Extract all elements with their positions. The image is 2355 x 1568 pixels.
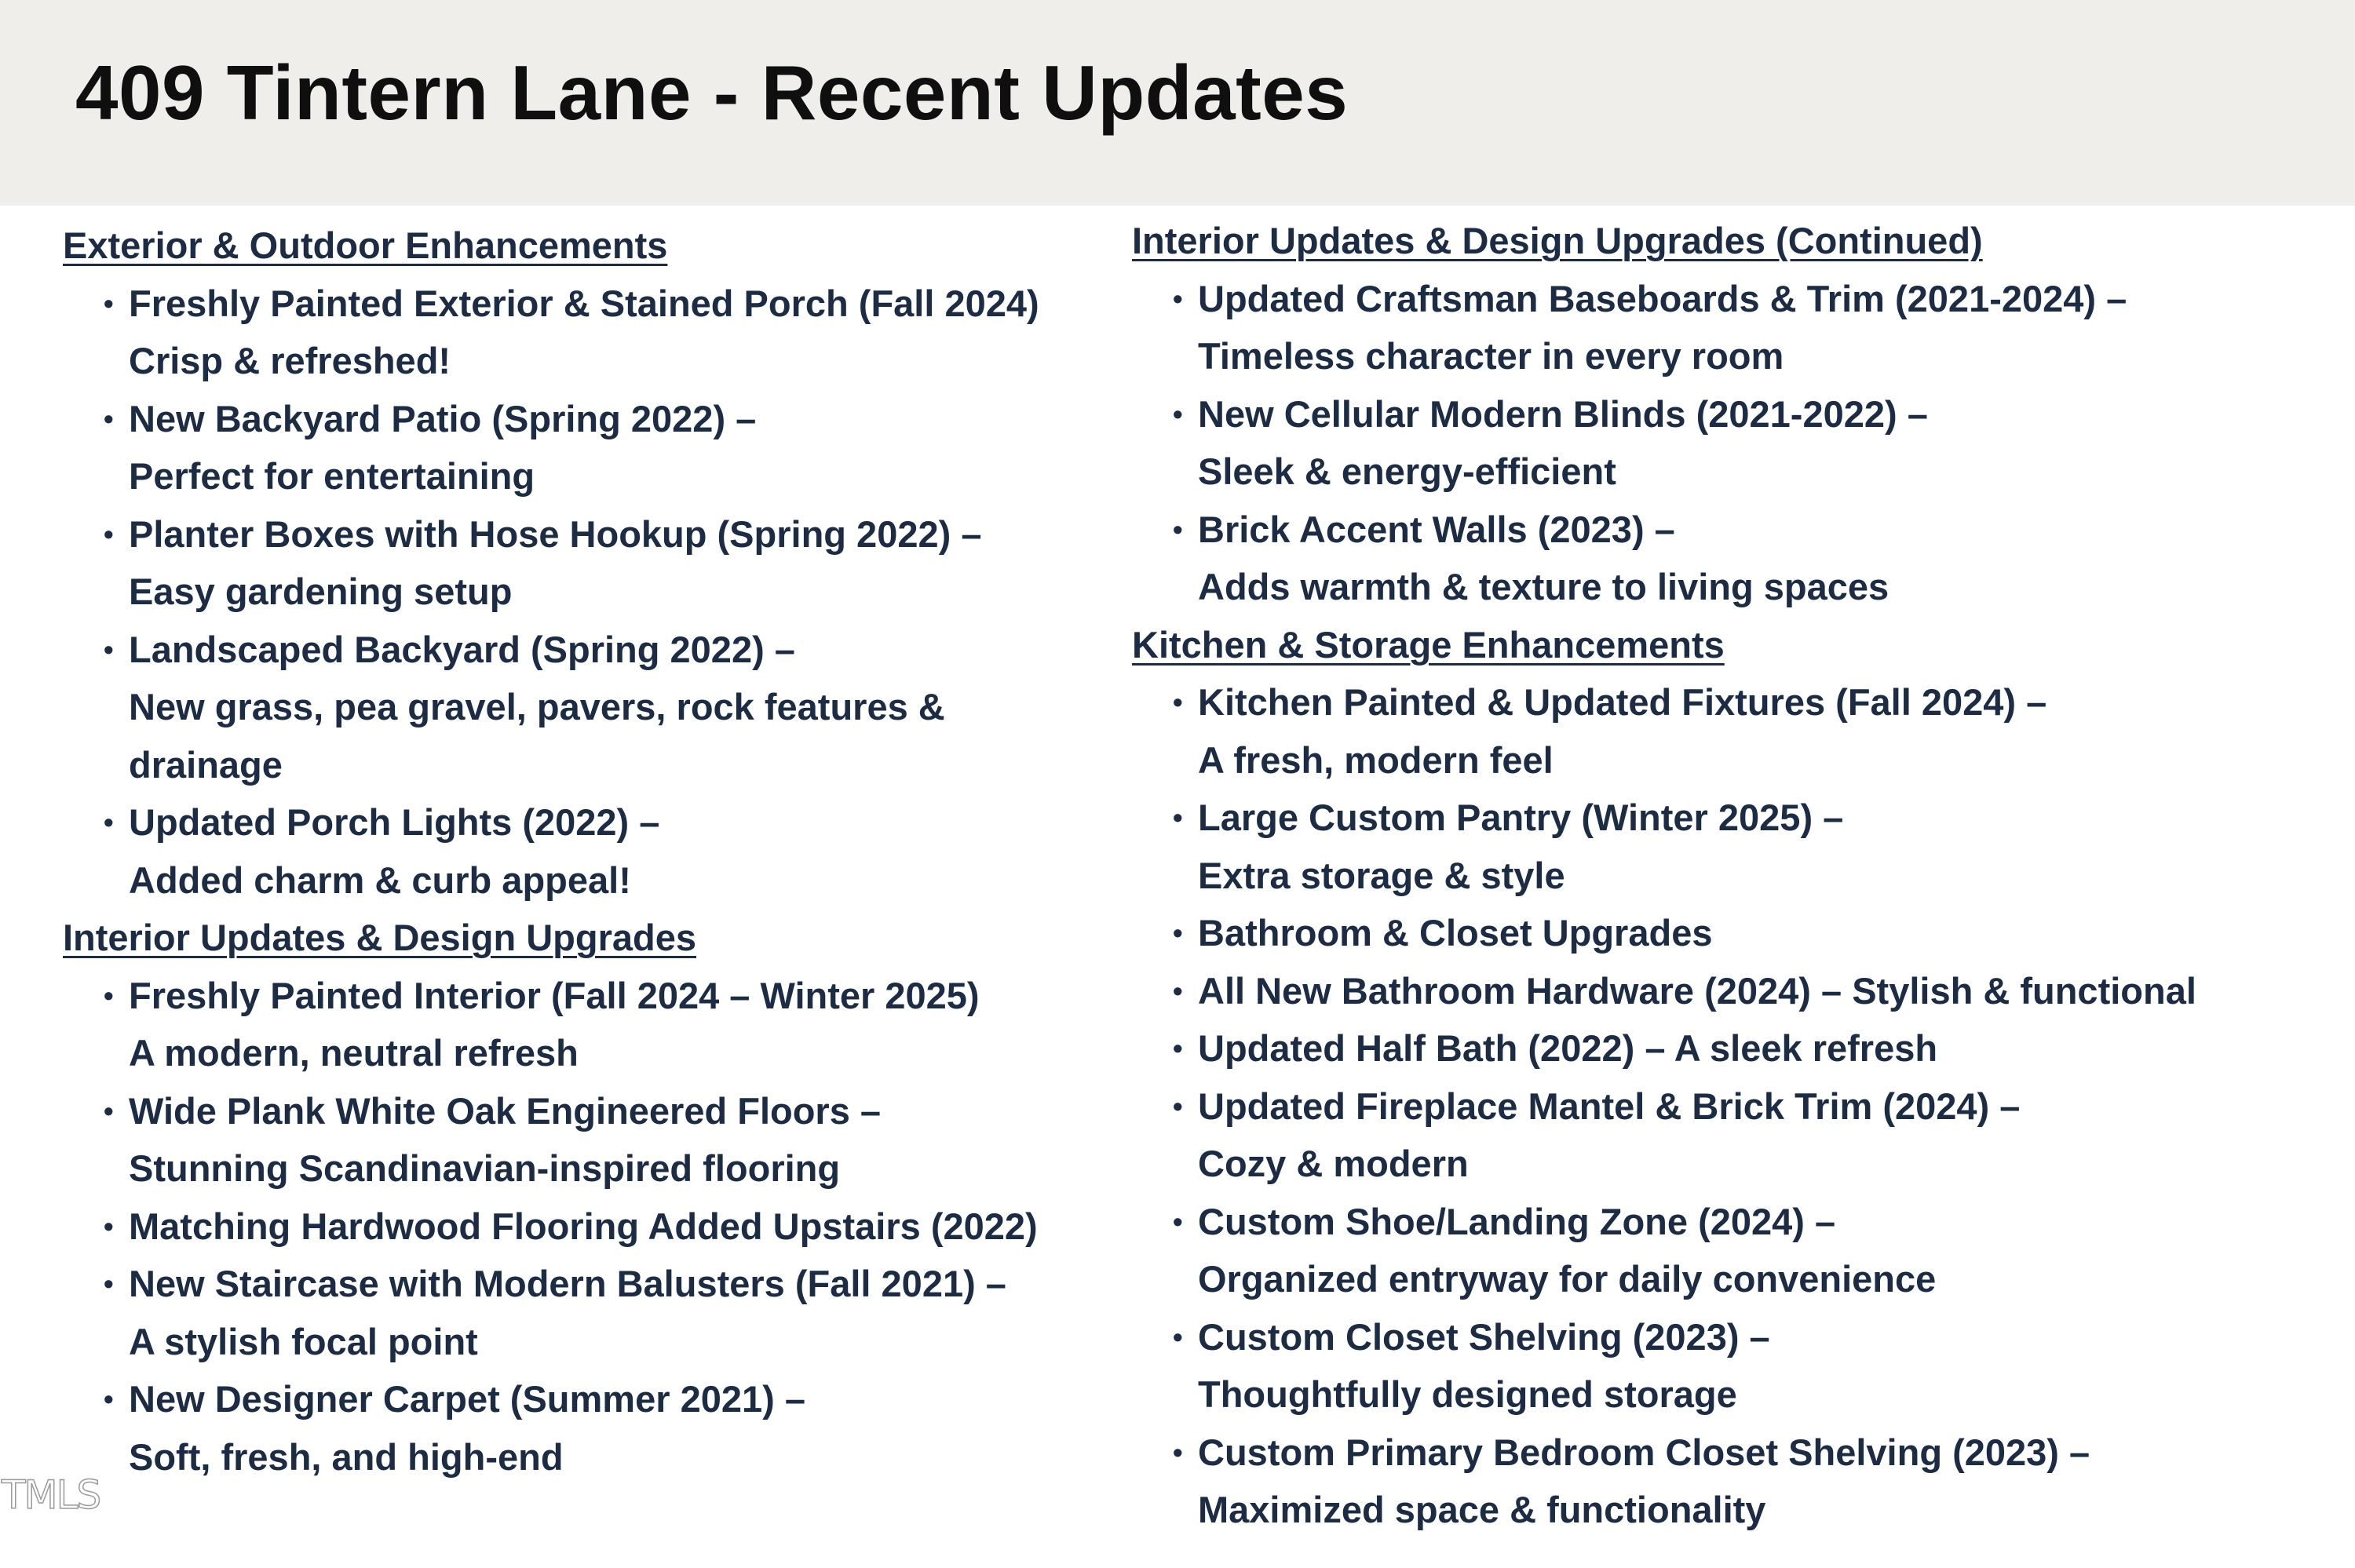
list-item [1132,1019,2341,1078]
item-title: Planter Boxes with Hose Hookup (Spring 2022) – [129,512,982,555]
list-item [63,793,1146,909]
mls-watermark: TMLS [2,1472,100,1518]
item-title: New Staircase with Modern Balusters (Fall 2021) – [129,1263,1006,1304]
list-item [1132,962,2341,1020]
item-title: Matching Hardwood Flooring Added Upstairs (2022) [129,1205,1038,1247]
bullet-icon: • [1173,686,1183,718]
list-item [1132,673,2341,789]
item-title: Bathroom & Closet Upgrades [1198,912,1713,954]
list-item [1132,385,2341,501]
list-item [1132,1193,2341,1308]
section-heading: Exterior & Outdoor Enhancements [63,224,668,266]
item-title: Freshly Painted Interior (Fall 2024 – Winter 2025) [129,974,980,1016]
item-description: Stunning Scandinavian-inspired flooring [129,1147,841,1189]
list-item [63,1198,1146,1256]
item-description: New grass, pea gravel, pavers, rock features & [129,686,945,727]
list-item [1132,1078,2341,1193]
item-description: Easy gardening setup [129,571,513,612]
item-description: Thoughtfully designed storage [1198,1373,1737,1415]
item-title: Brick Accent Walls (2023) – [1198,508,1675,550]
item-description: Soft, fresh, and high-end [129,1435,564,1478]
list-item [1132,789,2341,904]
item-description: Extra storage & style [1198,854,1565,896]
item-title: Updated Fireplace Mantel & Brick Trim (2024) – [1198,1085,2021,1127]
bullet-icon: • [104,402,114,435]
item-title: New Designer Carpet (Summer 2021) – [129,1378,805,1420]
bullet-icon: • [1173,1320,1183,1353]
list-item [63,1370,1146,1486]
bullet-icon: • [104,1209,114,1242]
list-item [63,275,1146,390]
item-title: Kitchen Painted & Updated Fixtures (Fall 2024) – [1198,681,2047,723]
item-description: A modern, neutral refresh [129,1032,579,1074]
bullet-icon: • [104,806,114,838]
bullet-icon: • [1173,512,1183,545]
item-title: Freshly Painted Exterior & Stained Porch (Fall 2024) [129,282,1039,324]
list-item [63,967,1146,1082]
item-title: Updated Porch Lights (2022) – [129,801,660,843]
bullet-icon: • [104,1383,114,1415]
item-title: Custom Closet Shelving (2023) – [1198,1315,1770,1358]
update-list [1132,270,2341,616]
bullet-icon: • [1173,1205,1183,1238]
item-description: Adds warmth & texture to living spaces [1198,566,1889,607]
list-item [1132,501,2341,616]
item-description: A fresh, modern feel [1198,738,1554,781]
item-description: Timeless character in every room [1198,335,1784,377]
list-item [63,1082,1146,1198]
bullet-icon: • [104,517,114,550]
item-title: New Cellular Modern Blinds (2021-2022) – [1198,392,1928,435]
bullet-icon: • [1173,1032,1183,1064]
bullet-icon: • [104,979,114,1012]
section-heading: Interior Updates & Design Upgrades (Continued) [1132,220,1983,261]
item-title: Custom Primary Bedroom Closet Shelving (2023) – [1198,1431,2090,1473]
bullet-icon: • [104,286,114,319]
item-description: Cozy & modern [1198,1143,1469,1184]
item-description: A stylish focal point [129,1320,478,1362]
update-list [63,967,1146,1486]
item-title: Updated Half Bath (2022) – A sleek refresh [1198,1027,1938,1069]
page-title: 409 Tintern Lane - Recent Updates [75,49,1349,136]
bullet-icon: • [104,1267,114,1300]
bullet-icon: • [1173,1089,1183,1122]
right-column [1132,212,2341,1539]
bullet-icon: • [1173,801,1183,833]
item-title: Custom Shoe/Landing Zone (2024) – [1198,1200,1836,1242]
update-list [1132,673,2341,1539]
bullet-icon: • [1173,282,1183,315]
title-banner [0,0,2355,206]
list-item [63,505,1146,621]
item-title: Large Custom Pantry (Winter 2025) – [1198,797,1844,838]
list-item [1132,904,2341,962]
item-title: Wide Plank White Oak Engineered Floors – [129,1089,882,1132]
item-description: Maximized space & functionality [1198,1489,1766,1530]
bullet-icon: • [104,1094,114,1127]
item-description: Sleek & energy-efficient [1198,450,1616,492]
item-title: Landscaped Backyard (Spring 2022) – [129,628,795,670]
item-title: New Backyard Patio (Spring 2022) – [129,397,757,439]
list-item [63,1255,1146,1370]
section-heading: Interior Updates & Design Upgrades [63,917,696,958]
list-item [1132,270,2341,385]
list-item [1132,1308,2341,1424]
bullet-icon: • [1173,397,1183,430]
section-heading: Kitchen & Storage Enhancements [1132,623,1725,665]
item-description: drainage [129,743,283,786]
left-column [63,217,1146,1486]
item-title: Updated Craftsman Baseboards & Trim (2021-2024) – [1198,277,2127,319]
bullet-icon: • [104,633,114,665]
list-item [63,390,1146,505]
bullet-icon: • [1173,974,1183,1007]
bullet-icon: • [1173,1435,1183,1468]
item-description: Added charm & curb appeal! [129,859,631,901]
update-list [63,275,1146,910]
item-description: Perfect for entertaining [129,455,535,497]
bullet-icon: • [1173,917,1183,949]
list-item [63,621,1146,794]
item-description: Organized entryway for daily convenience [1198,1258,1937,1300]
item-description: Crisp & refreshed! [129,340,451,381]
list-item [1132,1424,2341,1539]
item-title: All New Bathroom Hardware (2024) – Stylish & functional [1198,969,2196,1012]
